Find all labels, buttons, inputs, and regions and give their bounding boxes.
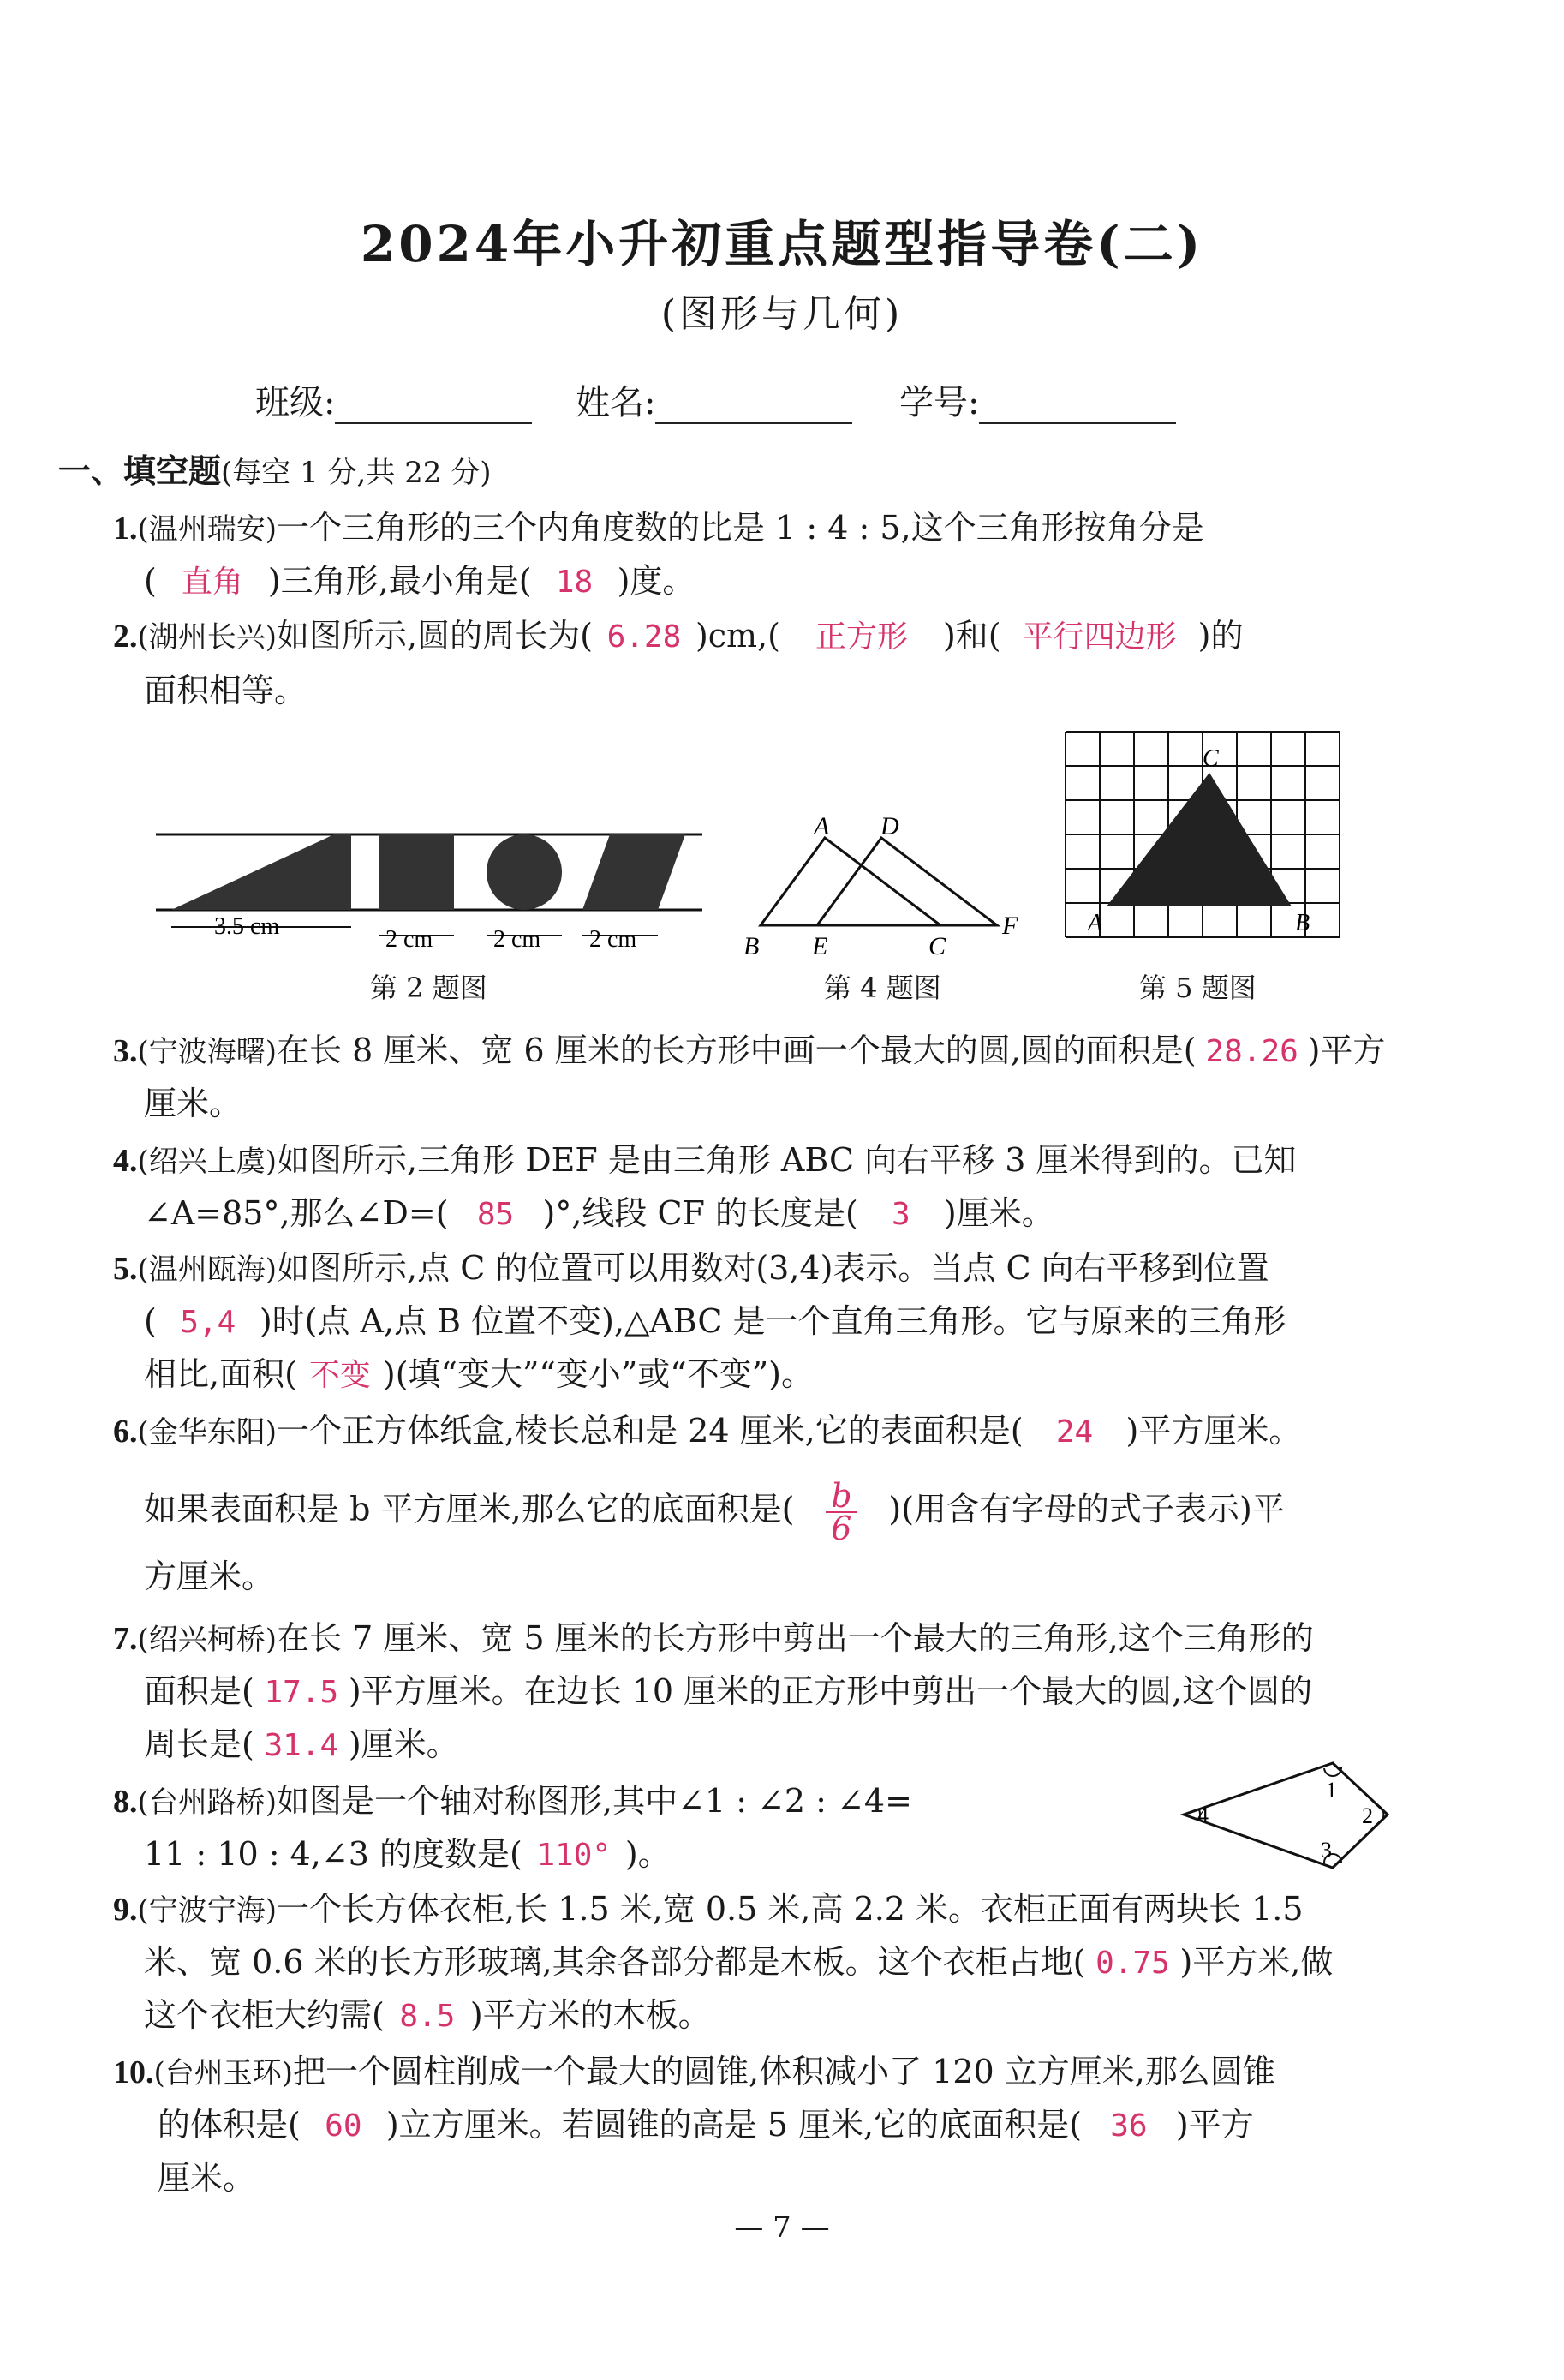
fig2-triangle <box>171 834 351 910</box>
q10-text: 的体积是( <box>158 2106 301 2144</box>
q6-answer-2 <box>826 1477 857 1547</box>
section-title: 一、填空题 <box>58 451 222 490</box>
q10-answer-1: 60 <box>325 2108 362 2144</box>
q2-text: )cm,( <box>695 617 780 655</box>
q1-answer-2: 18 <box>555 565 594 600</box>
q2-text: 如图所示,圆的周长为( <box>277 617 593 655</box>
q6-number: 6. <box>113 1414 138 1450</box>
q1-answer-1: 直角 <box>181 565 243 600</box>
q9-line1 <box>113 1888 1304 1931</box>
q7-text: 周长是( <box>144 1725 254 1763</box>
q2-text: )和( <box>942 617 1001 655</box>
q10-line1 <box>113 2051 1275 2094</box>
fig4-label-f: F <box>1002 912 1018 940</box>
fig4-label-b: B <box>743 932 760 960</box>
fig2-parallelogram <box>582 834 685 910</box>
q4-text: )厘米。 <box>943 1194 1054 1232</box>
q2-text: 面积相等。 <box>144 672 307 709</box>
figure-5 <box>1060 727 1343 958</box>
fig2-label-c: 2 cm <box>493 926 541 953</box>
fig2-square <box>379 834 454 910</box>
q7-text: )厘米。 <box>348 1725 459 1763</box>
q6-answer-2-denominator: 6 <box>831 1510 852 1547</box>
q9-text: 一个长方体衣柜,长 1.5 米,宽 0.5 米,高 2.2 米。衣柜正面有两块长 1.5 <box>277 1890 1304 1928</box>
q4-text: ∠A=85°,那么∠D=( <box>144 1194 449 1232</box>
id-field <box>899 375 1176 424</box>
q5-number: 5. <box>113 1251 138 1287</box>
section-heading <box>58 451 491 493</box>
fig8-label-4: 4 <box>1197 1803 1209 1827</box>
q9-text: 米、宽 0.6 米的长方形玻璃,其余各部分都是木板。这个衣柜占地( <box>144 1943 1086 1981</box>
q3-line2 <box>144 1083 242 1124</box>
q5-source: (温州瓯海) <box>137 1253 278 1287</box>
q7-line2 <box>144 1671 1312 1713</box>
q4-answer-2: 3 <box>892 1197 910 1232</box>
q2-source: (湖州长兴) <box>137 620 278 655</box>
q6-line1 <box>113 1410 1301 1453</box>
fig5-label-c: C <box>1203 745 1219 772</box>
q8-text: 如图是一个轴对称图形,其中∠1 : ∠2 : ∠4= <box>277 1782 912 1820</box>
class-blank <box>335 392 532 424</box>
q1-source: (温州瑞安) <box>137 512 278 547</box>
q7-text: 在长 7 厘米、宽 5 厘米的长方形中剪出一个最大的三角形,这个三角形的 <box>277 1619 1314 1657</box>
q3-text: )平方 <box>1307 1032 1386 1069</box>
class-field <box>255 375 532 424</box>
fig5-label-b: B <box>1295 910 1310 936</box>
q2-text: )的 <box>1197 617 1244 655</box>
fig4-label-e: E <box>812 932 828 960</box>
q10-number: 10. <box>113 2054 154 2090</box>
q4-text: )°,线段 CF 的长度是( <box>542 1194 858 1232</box>
fig2-label-a: 3.5 cm <box>214 913 280 940</box>
q6-text: 如果表面积是 b 平方厘米,那么它的底面积是( <box>144 1490 795 1528</box>
section-note: (每空 1 分,共 22 分) <box>221 456 492 490</box>
fig2-label-b: 2 cm <box>385 926 433 953</box>
q5-text: ( <box>144 1302 157 1340</box>
fig2-label-d: 2 cm <box>589 926 637 953</box>
name-field <box>576 375 852 424</box>
q4-answer-1: 85 <box>476 1197 515 1232</box>
q6-text: )(用含有字母的式子表示)平 <box>888 1490 1285 1528</box>
q8-text: 11 : 10 : 4,∠3 的度数是( <box>144 1835 522 1873</box>
q4-number: 4. <box>113 1143 138 1179</box>
q3-answer-1: 28.26 <box>1205 1034 1298 1069</box>
q2-answer-2: 正方形 <box>815 619 908 655</box>
q9-line3 <box>144 1994 711 2037</box>
q6-source: (金华东阳) <box>137 1415 278 1450</box>
fig4-label-c: C <box>928 932 946 960</box>
q1-text: ( <box>144 562 157 600</box>
fig4-label-d: D <box>880 814 899 840</box>
q4-line1 <box>113 1139 1296 1182</box>
q10-text: )平方 <box>1175 2106 1254 2144</box>
q4-line2 <box>144 1193 1054 1235</box>
q8-number: 8. <box>113 1784 138 1820</box>
class-label: 班级: <box>255 383 336 422</box>
q10-text: 厘米。 <box>158 2159 256 2197</box>
q6-text: 一个正方体纸盒,棱长总和是 24 厘米,它的表面积是( <box>277 1412 1024 1450</box>
q1-text: )三角形,最小角是( <box>267 562 532 600</box>
q1-number: 1. <box>113 511 138 547</box>
page-subtitle: (图形与几何) <box>660 292 904 336</box>
q2-line1 <box>113 615 1243 658</box>
q9-number: 9. <box>113 1892 138 1928</box>
q8-line1 <box>113 1780 912 1823</box>
fig4-label-a: A <box>814 814 830 840</box>
q6-answer-1: 24 <box>1055 1414 1094 1450</box>
q9-line2 <box>144 1941 1333 1984</box>
q6-text: 方厘米。 <box>144 1558 275 1595</box>
q1-text: )度。 <box>617 562 695 600</box>
q7-text: 面积是( <box>144 1672 254 1710</box>
page-number: — 7 — <box>734 2210 830 2245</box>
q6-text: )平方厘米。 <box>1125 1412 1302 1450</box>
fig2-caption: 第 2 题图 <box>370 972 487 1004</box>
fig4-caption: 第 4 题图 <box>824 972 941 1004</box>
q7-answer-2: 31.4 <box>264 1728 339 1763</box>
fig8-label-1: 1 <box>1326 1778 1337 1803</box>
q2-line2 <box>144 670 307 711</box>
fig8-label-3: 3 <box>1321 1838 1332 1863</box>
q6-line2 <box>144 1477 1285 1547</box>
q7-line1 <box>113 1618 1314 1660</box>
q9-text: 这个衣柜大约需( <box>144 1996 385 2034</box>
q5-text: 相比,面积( <box>144 1355 297 1393</box>
fig5-caption: 第 5 题图 <box>1139 972 1257 1004</box>
q9-text: )平方米的木板。 <box>469 1996 711 2034</box>
id-label: 学号: <box>899 383 980 422</box>
q5-text: )(填“变大”“变小”或“不变”)。 <box>382 1355 814 1393</box>
name-blank <box>655 392 852 424</box>
q7-answer-1: 17.5 <box>264 1675 339 1710</box>
q9-source: (宁波宁海) <box>137 1893 278 1928</box>
q6-answer-2-numerator: b <box>826 1480 857 1513</box>
q1-line1 <box>113 507 1204 550</box>
q3-number: 3. <box>113 1033 138 1069</box>
name-label: 姓名: <box>576 383 656 422</box>
q6-line3 <box>144 1556 274 1597</box>
fig5-label-a: A <box>1088 910 1103 936</box>
q10-answer-2: 36 <box>1110 2108 1148 2144</box>
q7-text: )平方厘米。在边长 10 厘米的正方形中剪出一个最大的圆,这个圆的 <box>348 1672 1313 1710</box>
q1-text: 一个三角形的三个内角度数的比是 1 : 4 : 5,这个三角形按角分是 <box>277 509 1204 547</box>
q10-line2 <box>158 2104 1254 2147</box>
q5-text: 如图所示,点 C 的位置可以用数对(3,4)表示。当点 C 向右平移到位置 <box>277 1249 1269 1287</box>
q1-line2 <box>144 560 695 603</box>
q5-answer-2: 不变 <box>308 1358 371 1393</box>
q7-line3 <box>144 1724 459 1767</box>
q10-text: )立方厘米。若圆锥的高是 5 厘米,它的底面积是( <box>385 2106 1082 2144</box>
fig8-label-2: 2 <box>1362 1803 1373 1828</box>
q2-number: 2. <box>113 619 138 655</box>
q3-line1 <box>113 1030 1385 1073</box>
figure-2 <box>146 822 728 960</box>
q3-source: (宁波海曙) <box>137 1035 278 1069</box>
q8-text: )。 <box>624 1835 671 1873</box>
fig2-circle <box>487 834 562 910</box>
q5-line2 <box>144 1301 1286 1343</box>
id-blank <box>979 392 1176 424</box>
q4-text: 如图所示,三角形 DEF 是由三角形 ABC 向右平移 3 厘米得到的。已知 <box>277 1141 1297 1179</box>
q5-line1 <box>113 1247 1269 1290</box>
q9-answer-2: 8.5 <box>399 1999 456 2034</box>
q10-source: (台州玉环) <box>153 2056 294 2090</box>
q5-line3 <box>144 1354 814 1396</box>
q2-answer-1: 6.28 <box>606 619 682 655</box>
figure-4 <box>735 814 1043 968</box>
q5-text: )时(点 A,点 B 位置不变),△ABC 是一个直角三角形。它与原来的三角形 <box>259 1302 1286 1340</box>
q5-answer-1: 5,4 <box>180 1305 236 1340</box>
q9-text: )平方米,做 <box>1179 1943 1334 1981</box>
q8-source: (台州路桥) <box>137 1785 278 1820</box>
q8-line2 <box>144 1833 671 1876</box>
q7-number: 7. <box>113 1621 138 1657</box>
q9-answer-1: 0.75 <box>1095 1946 1170 1981</box>
q3-text: 在长 8 厘米、宽 6 厘米的长方形中画一个最大的圆,圆的面积是( <box>277 1032 1197 1069</box>
q2-answer-3: 平行四边形 <box>1022 619 1177 655</box>
figure-8 <box>1173 1756 1405 1876</box>
q8-answer-1: 110° <box>536 1838 612 1873</box>
q3-text: 厘米。 <box>144 1085 242 1122</box>
q10-line3 <box>158 2157 255 2198</box>
q10-text: 把一个圆柱削成一个最大的圆锥,体积减小了 120 立方厘米,那么圆锥 <box>293 2053 1275 2090</box>
q4-source: (绍兴上虞) <box>137 1145 278 1179</box>
q7-source: (绍兴柯桥) <box>137 1623 278 1657</box>
fig8-kite <box>1184 1763 1388 1868</box>
page-title: 2024年小升初重点题型指导卷(二) <box>360 215 1204 273</box>
